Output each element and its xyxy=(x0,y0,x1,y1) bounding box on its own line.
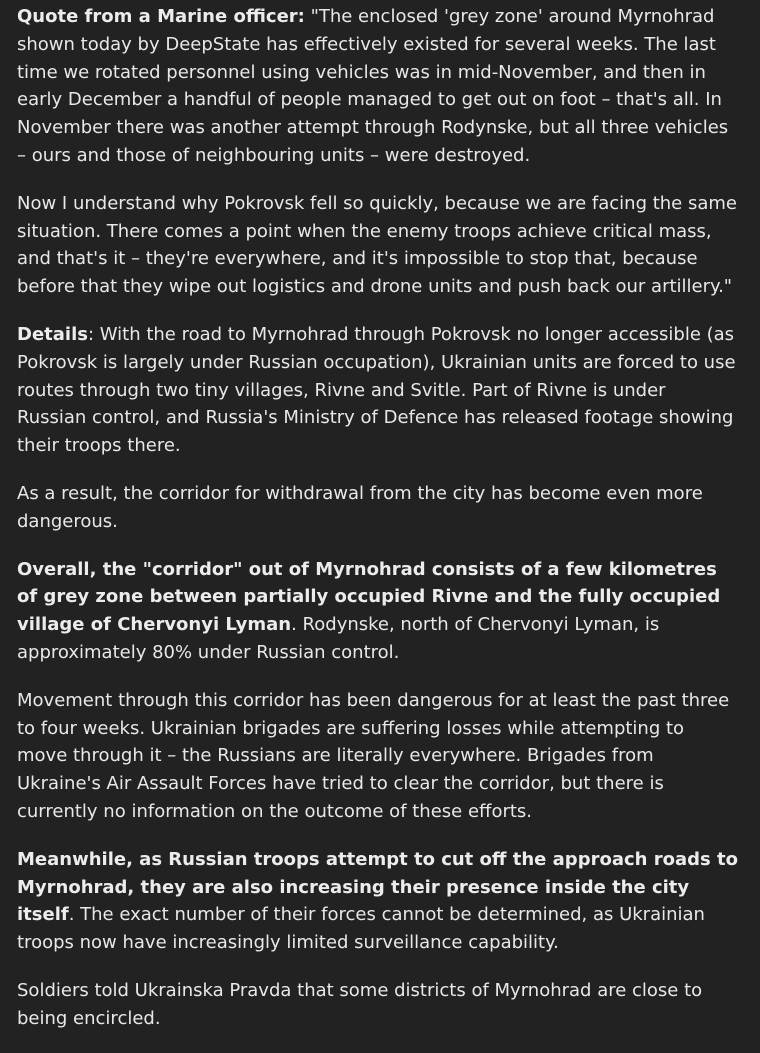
paragraph-text: As a result, the corridor for withdrawal from the city has become even more dangerous. xyxy=(17,482,703,532)
paragraph-movement xyxy=(17,687,740,826)
paragraph-marine-quote xyxy=(17,3,740,170)
paragraph-overall xyxy=(17,556,740,667)
paragraph-lead-bold: Details xyxy=(17,323,88,345)
paragraph-text: . The exact number of their forces cannot be determined, as Ukrainian troops now have increasingly limited surveillance capability. xyxy=(17,904,705,954)
paragraph-lead-bold: Meanwhile, as Russian troops attempt to cut off the approach roads to Myrnohrad, they are also increasing their presence inside the city itself xyxy=(17,848,738,926)
paragraph-corridor-danger xyxy=(17,480,740,536)
paragraph-lead-bold: Quote from a Marine officer: xyxy=(17,6,305,27)
paragraph-text: Movement through this corridor has been dangerous for at least the past three to four weeks. Ukrainian brigades are suffering losses while attempting to move through it – the Russians are literally everywhere. Brigades from Ukraine's Air Assault Forces have tried to clear the corridor, but there is currently no information on the outcome of these efforts. xyxy=(17,689,730,822)
paragraph-meanwhile xyxy=(17,846,740,957)
paragraph-text: "The enclosed 'grey zone' around Myrnohrad shown today by DeepState has effectively existed for several weeks. The last time we rotated personnel using vehicles was in mid-November, and then in early December a handful of people managed to get out on foot – that's all. In November there was another attempt through Rodynske, but all three vehicles – ours and those of neighbouring units – were destroyed. xyxy=(17,6,729,166)
paragraph-text: Soldiers told Ukrainska Pravda that some districts of Myrnohrad are close to being encircled. xyxy=(17,979,703,1029)
paragraph-details xyxy=(17,321,740,460)
paragraph-text: . Rodynske, north of Chervonyi Lyman, is approximately 80% under Russian control. xyxy=(17,614,660,663)
paragraph-soldiers xyxy=(17,977,740,1033)
paragraph-lead-bold: Overall, the "corridor" out of Myrnohrad consists of a few kilometres of grey zone between partially occupied Rivne and the fully occupied village of Chervonyi Lyman xyxy=(17,558,721,636)
paragraph-pokrovsk xyxy=(17,190,740,301)
paragraph-text: Now I understand why Pokrovsk fell so quickly, because we are facing the same situation. There comes a point when the enemy troops achieve critical mass, and that's it – they're everywhere, and it's impossible to stop that, because before that they wipe out logistics and drone units and push back our artillery." xyxy=(17,192,737,298)
paragraph-text: : With the road to Myrnohrad through Pokrovsk no longer accessible (as Pokrovsk is largely under Russian occupation), Ukrainian units are forced to use routes through two tiny villages, Rivne and Svitle. Part of Rivne is under Russian control, and Russia's Ministry of Defence has released footage showing their troops there. xyxy=(17,323,736,457)
